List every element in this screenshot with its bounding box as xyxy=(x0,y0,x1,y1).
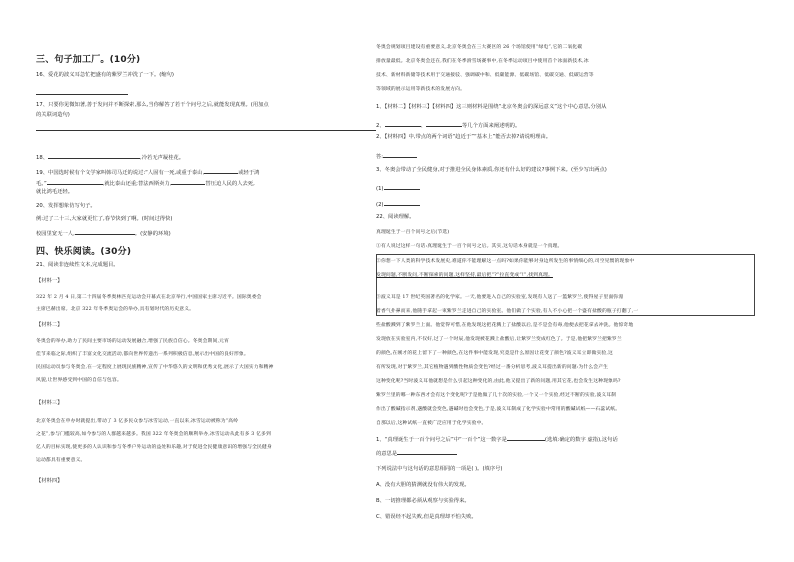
material1-line1: 322 年 2 月 4 日,第二十四届冬季奥林匹克运动会开幕式在北京举行,中国国家主席习近平。国际奥委会 xyxy=(36,295,262,300)
material2-line1: 冬奥会的举办,助力了民间主要市场的运动发展融合,增强了民族自信心。冬奥会期间,元宵 xyxy=(36,339,230,344)
reading-q1-blanks xyxy=(376,120,520,130)
q2-answer-label: 答: xyxy=(376,154,384,160)
q3-item1-label: (1) xyxy=(376,186,384,192)
passage-p3-line10: 自那以后,这种试纸一直被广泛应用于化学实验中。 xyxy=(376,421,487,426)
material3-line2: 之花”,参与门槛较高,如今参与的人群越来越多。我国 322 年冬奥会的顺利举办,冰雪运动从此有多 3 亿多到 xyxy=(36,432,271,437)
section4-title: 四、快乐阅读。(30分) xyxy=(36,247,132,257)
q19-blank-1[interactable] xyxy=(204,167,238,174)
q19-text-b: 或轻于鸿 xyxy=(238,170,260,176)
q19-blank-3[interactable] xyxy=(171,178,205,185)
question-21: 21、阅读非连续性文本,完成题目。 xyxy=(36,262,119,268)
passage-p3-line8: 紫罗兰里的哪一种东西才会有这个变化呢?于是他做了几十次的实验,一个又一个实验,经过不断的实验,波义耳制 xyxy=(376,393,617,398)
q2-answer-blank[interactable] xyxy=(383,151,417,158)
q3-blank-1[interactable] xyxy=(384,183,420,190)
reading2-option-a[interactable]: A、没有大胆的猜测就没有伟大的发现。 xyxy=(376,482,470,488)
q18-blank[interactable] xyxy=(48,152,140,159)
q18-prefix: 18、 xyxy=(36,155,49,161)
reading2-q2: 下列说法中与这句话的意思相同的一项是( )。(填序号) xyxy=(376,466,503,472)
material2-line3: 民国运动员参与冬奥会,在一定程度上展现民族精神,宣传了中华悠久的文明和优秀文化,展示了大国实力和精神 xyxy=(36,365,274,370)
reading-q2: 2、【材料四】中,带点的两个词语“趋近于”“基本上”能否去掉?请说明理由。 xyxy=(376,134,552,140)
passage-p3-line2: 着香气扑鼻而来,他随手拿起一束紫罗兰走进自己的实验室。他们做了个实验,有人不小心把一个盛有盐酸的瓶子打翻了,一 xyxy=(376,309,639,314)
q20-prompt-suffix: 。(安静的环境) xyxy=(134,231,171,237)
q1-blank-2[interactable] xyxy=(426,120,462,127)
q19-blank-2[interactable] xyxy=(47,178,103,185)
material4-line2: 排放量最低。北京冬奥会还在,我们在冬季滑雪场赛事中,在冬季运动项目中使用首个冰面新技术,冰 xyxy=(376,59,589,64)
passage-p1: ①有人说过这样一句话:真理诞生于一百个问号之后。其实,这句话本身就是一个真理。 xyxy=(376,244,563,249)
material3-line4: 运动都具有重要意义。 xyxy=(36,458,86,463)
q20-prompt-prefix: 校园里宽无一人, xyxy=(36,231,75,237)
answer-line-16[interactable] xyxy=(36,94,128,95)
material1-line2: 主席巴赫出席。北京 322 年冬季奥运会的举办,具有划时代的历史意义。 xyxy=(36,307,195,312)
reading-q1: 1、【材料二】【材料三】【材料四】这三则材料是围绕“北京冬奥会的深远意义”这个中心意思,分别从 xyxy=(376,104,607,110)
material4-label: 【材料四】 xyxy=(36,478,63,484)
material2-line2: 佳节来临之际,组织了丰富文化交流活动,都向世界传递出一系列积极信息,展示出中国的良好形象。 xyxy=(36,352,249,357)
section3-title: 三、句子加工厂。(10分) xyxy=(36,55,141,65)
passage-p3-line6: 有所发现,对于紫罗兰,其它植物遇到酸性物质会变色?经过一番分析思考,波义耳提出新的问题:为什么会产生 xyxy=(376,365,609,370)
rq1-blank-2[interactable] xyxy=(397,448,457,455)
material2-label: 【材料二】 xyxy=(36,322,63,328)
q1-num: 2、 xyxy=(376,123,385,129)
reading-q3-item1 xyxy=(376,183,420,193)
material3-label: 【材料三】 xyxy=(36,400,63,406)
passage-p3-line1: ③波义耳是 17 世纪英国著名的化学家。一天,他要进入自己的实验室,发现有人送了一篮紫罗兰,使得屋子里面弥漫 xyxy=(376,295,624,300)
question-16: 16、爱花的波义耳急忙把盛有的紫罗兰冲洗了一下。(缩句) xyxy=(36,72,174,78)
passage-p3-line4: 发现放在实验室内,不仅好,过了一个时辰,他发现被花溅上盐酸后,让紫罗兰变成红色了。于是,他把紫罗兰把紫罗兰 xyxy=(376,337,622,342)
passage-p2-line2: 发现问题,不断发问,不断探索的问题,这样坚持,最后把“?”拉直变成“!”,找到真理。 xyxy=(376,273,553,278)
passage-p3-line9: 作出了酸碱指示剂,遇酸就会变色,遇碱时也会变色,于是,波义耳制成了化学实验中常用的酸碱试纸——石蕊试纸。 xyxy=(376,407,621,412)
passage-p2-line1: ②你想一下人类的科学技术发展史,难道你不能理解这一点吗?如果你能够对身边所发生的事情细心的,司空见惯的现象中 xyxy=(376,259,635,264)
material4-line3: 技术、新材料新储等技术用于交通接驳、强调碳中和、低碳能源、低碳场馆、低碳交通、低碳运营等 xyxy=(376,73,594,78)
q1-suffix: 等几个方面来阐述明的。 xyxy=(461,123,521,129)
reading-q3-item2 xyxy=(376,199,420,209)
q1-blank-1[interactable] xyxy=(385,120,421,127)
question-20-prompt xyxy=(36,228,171,238)
q18-suffix: ,冷若无声凝桂花。 xyxy=(140,155,185,161)
question-18 xyxy=(36,152,184,162)
rq1-text-c: 的意思是 xyxy=(376,451,398,457)
q3-item2-label: (2) xyxy=(376,202,384,208)
passage-title: 真理诞生于一百个问号之后(节选) xyxy=(376,230,450,235)
q19-text-d: ,就比泰山还重;替法西斯卖力, xyxy=(102,181,172,187)
rq1-blank-1[interactable] xyxy=(507,434,545,441)
material1-label: 【材料一】 xyxy=(36,278,63,284)
passage-p3-line3: 些盐酸溅到了紫罗兰上面。他觉得可惜,在他发现这把花溅上了盐酸以后,是不是会有毒,他便去把花拿去冲洗。他惊奇地 xyxy=(376,323,634,328)
rq1-text-b: (选填:确定的数字 虚指),这句话 xyxy=(544,437,618,443)
question-17-line1: 17、只要你见微知著,善于发问并不断探索,那么,当你解答了若干个问号之后,就能发现真理。(用加点 xyxy=(36,102,269,108)
question-19-line2 xyxy=(36,178,255,188)
question-20-example: 例:过了二十三,大家就更忙了,春节快到了啊。(时间过得快) xyxy=(36,216,173,222)
q20-blank[interactable] xyxy=(75,228,135,235)
material4-line4: 等领域的展示运用等新技术的发展方向。 xyxy=(376,87,466,92)
material3-line1: 北京冬奥会在申办时就提出,带动了 3 亿多民众参与冰雪运动,一直以来,冰雪运动被称为“高岭 xyxy=(36,419,239,424)
passage-p3-line5: 的颜色,在刚才的花上留下了一种颜色,在这件事中能发现,究竟是什么原因让花变了颜色?波义耳立即做实验,这 xyxy=(376,351,613,356)
reading2-q1 xyxy=(376,434,618,444)
material3-line3: 亿人的目标实现,使更多的人认识和参与冬季户外运动的益处和乐趣,对于促进全民健康意识的增强与全民健身 xyxy=(36,445,272,450)
q19-text-e: 替压迫人民的人去死, xyxy=(205,181,255,187)
material4-line1: 冬奥会规划项目建设有重要意义,北京冬奥会在三大赛区的 26 个场馆使用“绿电”,它的二氧化碳 xyxy=(376,45,583,50)
passage-p3-line7: 这种变化呢?当时波义耳他就想是什么引起这种变化的,由此,他又提出了新的问题,用其它花,也会发生这种现象吗? xyxy=(376,379,621,384)
question-20: 20、发挥想象仿写句子。 xyxy=(36,203,96,209)
answer-line-17[interactable] xyxy=(36,130,376,131)
question-19-line3: 就比鸿毛还轻。 xyxy=(36,189,74,195)
reading2-q1-line2 xyxy=(376,448,457,458)
reading-q3: 3、冬奥会带动了全民健身,对于推进全民身体素质,你还有什么好的建议?事例下来。(至少写出两点) xyxy=(376,167,607,173)
reading-q2-answer xyxy=(376,151,417,161)
q19-text-a: 19、中国选时候有个文学家叫韩司马迁的说过:“人固有一死,或重于泰山, xyxy=(36,170,205,176)
question-19-line1 xyxy=(36,167,259,177)
q1-sep: 、 xyxy=(420,123,426,129)
q19-text-c: 毛。” xyxy=(36,181,47,187)
rq1-text-a: 1、“真理诞生于一百个问号之后”中“一百个”这一数字是 xyxy=(376,437,507,443)
question-17-line2: 的关联词造句) xyxy=(36,112,70,118)
reading2-option-b[interactable]: B、一切推理都必须从观察与实验得来。 xyxy=(376,498,470,504)
question-22: 22、阅读理解。 xyxy=(376,214,415,220)
q3-blank-2[interactable] xyxy=(384,199,420,206)
material2-line4: 风貌,让世界感受到中国的自信与包容。 xyxy=(36,378,122,383)
reading2-option-c[interactable]: C、错误经不起失败,但是真理却不怕失败。 xyxy=(376,514,477,520)
